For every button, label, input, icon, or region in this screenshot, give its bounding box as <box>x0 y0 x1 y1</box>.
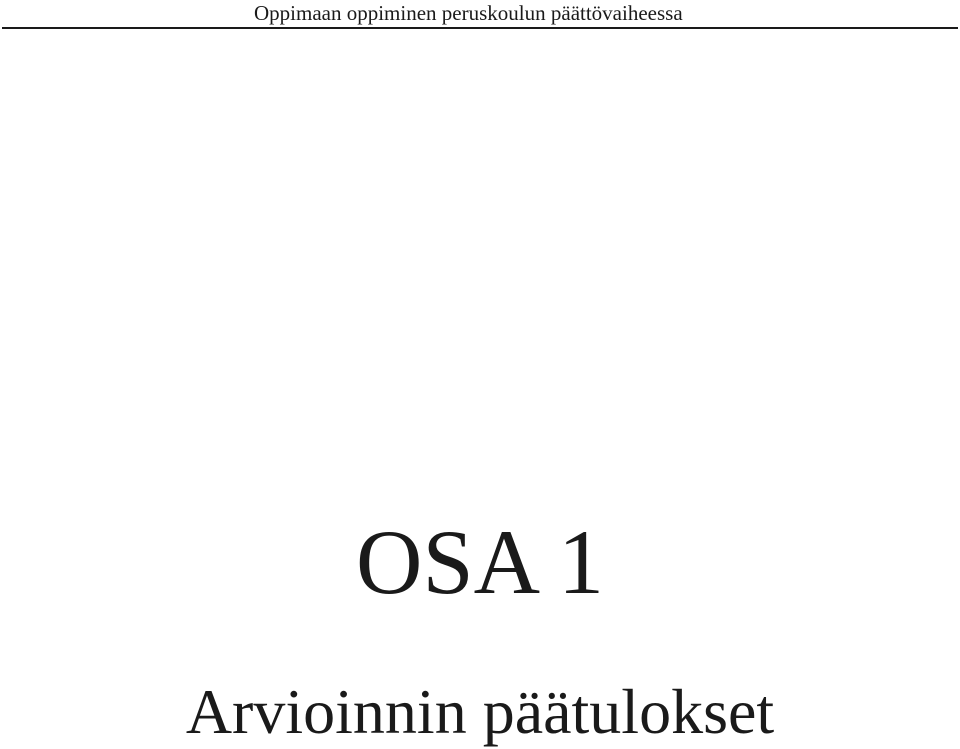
part-label: OSA 1 <box>356 511 604 613</box>
part-title: Arvioinnin päätulokset <box>185 676 775 747</box>
header-divider <box>2 27 958 29</box>
running-header-title: Oppimaan oppiminen peruskoulun päättövaiheessa <box>254 1 683 25</box>
